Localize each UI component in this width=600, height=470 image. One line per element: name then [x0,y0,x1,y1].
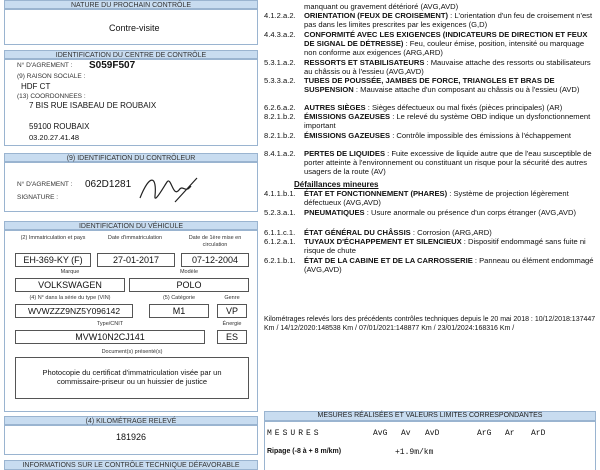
centre-agrement-label: N° D'AGREMENT : [17,62,73,69]
defaillance-title: RESSORTS ET STABILISATEURS [304,58,425,67]
documents-box [15,357,249,399]
defaillance-description: : Fuite excessive de liquide autre que de l'eau susceptible de porter atteinte à l'environnement ou constituant un risque pour la sécurité des autres usagers de la route (AV) [304,149,592,177]
kilometrage-box [4,425,258,455]
defaillance-description: : Corrosion (ARG,ARD) [410,228,492,237]
centre-address-line1: 7 BIS RUE ISABEAU DE ROUBAIX [29,101,157,110]
coordonnees-label: (13) COORDONNEES : [17,93,86,100]
ripage-label: Ripage (-8 à + 8 m/km) [267,448,342,455]
genre-label: Genre [224,295,240,301]
defaillance-text [304,76,596,94]
defaillance-description: : L'orientation d'un feu de croisement n'est pas dans les limites prescrites par les exigences (G,D) [304,11,593,30]
mesures-header: MESURES RÉALISÉES ET VALEURS LIMITES CORRESPONDANTES [264,411,596,421]
defaillance-title: TUBES DE POUSSÉE, JAMBES DE FORCE, TRIANGLES ET BRAS DE SUSPENSION [304,76,555,95]
defaillance-text [304,256,596,274]
vin-value: WVWZZZ9NZ5Y096142 [15,304,133,318]
defaillance-text [304,58,596,76]
mesures-box [264,421,596,470]
defaillance-text [304,11,596,29]
defaillance-description: : Usure anormale ou présence d'un corps étranger (AVG,AVD) [364,208,576,217]
defaillance-text [304,208,596,217]
raison-sociale-value: HDF CT [21,82,51,91]
defaillance-title: ÉTAT ET FONCTIONNEMENT (PHARES) [304,189,448,198]
date-immat-label: Date d'immatriculation [107,235,163,241]
defaillance-text [304,237,596,255]
immat-value: EH-369-KY (F) [15,253,91,267]
defaillance-text [304,228,596,237]
defaillance-description: : Mauvaise attache d'un composant au châssis ou à l'essieu (AVD) [353,85,580,95]
defaillance-description: : Contrôle impossible des émissions à l'échappement [390,131,571,140]
defaillance-text [304,2,596,11]
info-header: INFORMATIONS SUR LE CONTRÔLE TECHNIQUE DÉFAVORABLE [4,460,258,470]
defaillance-code: 8.2.1.b.2. [264,112,296,121]
defaillance-title: PNEUMATIQUES [304,208,365,217]
defaillance-code: 5.2.3.a.1. [264,208,296,217]
ripage-value: +1.9m/km [395,448,434,457]
centre-box [4,59,258,146]
defaillance-code: 8.4.1.a.2. [264,149,296,158]
right-column [264,0,596,470]
modele-value: POLO [129,278,249,292]
km-history: Kilométrages relevés lors des précédents contrôles techniques depuis le 20 mai 2018 : 10/12/2018:137447 Km / 14/12/2020:148538 Km / 07/01/2021:148877 Km / 23/01/2024:168316 Km / [264,316,596,332]
genre-value: VP [217,304,247,318]
vehicule-box [4,230,258,412]
defaillance-code: 5.3.3.a.2. [264,76,296,85]
defaillance-description: : Feu, couleur émise, position, intensité ou marquage non conforme aux exigences (ARG,ARD) [304,39,585,58]
type-label: Type/CNIT [96,321,124,327]
kilometrage-header: (4) KILOMÉTRAGE RELEVÉ [4,416,258,425]
mesures-col-av: Av [401,429,411,438]
defaillance-text [304,131,596,140]
defaillance-title: TUYAUX D'ÉCHAPPEMENT ET SILENCIEUX [304,237,462,246]
defaillance-code: 4.4.3.a.2. [264,30,296,39]
defaillance-description: : Mauvaise attache des ressorts ou stabilisateurs au châssis ou à l'essieu (AVG,AVD) [304,58,591,77]
defaillance-description: manquant ou gravement détérioré (AVG,AVD) [304,2,459,11]
defaillance-description: : Panneau ou élément endommagé (AVG,AVD) [304,256,594,275]
marque-value: VOLKSWAGEN [15,278,125,292]
mesures-col-avg: AvG [373,429,388,438]
date-circ-label: Date de 1ère mise en circulation [188,235,242,248]
defaillance-code: 6.2.6.a.2. [264,103,296,112]
controleur-box [4,162,258,212]
defaillance-title: AUTRES SIÈGES [304,103,366,112]
defaillance-title: ORIENTATION (FEUX DE CROISEMENT) [304,11,448,20]
defaillance-text [304,149,596,177]
date-circ-value: 07-12-2004 [181,253,249,267]
defaillance-code: 6.2.1.b.1. [264,256,296,265]
centre-agrement-value: S059F507 [89,60,136,71]
vin-label: (4) N° dans la série du type (VIN) [29,295,111,301]
raison-sociale-label: (9) RAISON SOCIALE : [17,73,86,80]
defaillance-description: : Système de projection légèrement défectueux (AVG,AVD) [304,189,569,208]
centre-phone: 03.20.27.41.48 [29,133,80,142]
defaillance-code: 4.1.1.b.1. [264,189,296,198]
kilometrage-value: 181926 [115,432,147,442]
defaillance-description: : Le relevé du système OBD indique un dysfonctionnement important [304,112,591,131]
defaillance-title: ÉMISSIONS GAZEUSES [304,131,391,140]
defaillance-title: PERTES DE LIQUIDES [304,149,386,158]
modele-label: Modèle [179,269,199,275]
nature-box [4,9,258,45]
defaillance-code: 8.2.1.b.2. [264,131,296,140]
type-value: MVW10N2CJ141 [15,330,205,344]
mineures-title: Défaillances mineures [294,180,379,189]
signature-label: SIGNATURE : [17,194,59,201]
nature-value: Contre-visite [109,23,160,33]
categorie-label: (5) Catégorie [162,295,196,301]
defaillance-code: 5.3.1.a.2. [264,58,296,67]
documents-value: Photocopie du certificat d'immatriculation visée par un commissaire-priseur ou un huissier de justice [42,368,222,386]
defaillance-text [304,103,596,112]
defaillance-description: : Dispositif endommagé sans fuite ni risque de chute [304,237,586,256]
defaillance-code: 6.1.2.a.1. [264,237,296,246]
controleur-header: (9) IDENTIFICATION DU CONTRÔLEUR [4,153,258,162]
mesures-col-arg: ArG [477,429,492,438]
mesures-col-ar: Ar [505,429,515,438]
categorie-value: M1 [149,304,209,318]
marque-label: Marque [60,269,80,275]
centre-address-line2: 59100 ROUBAIX [29,122,90,131]
controleur-agrement-value: 062D1281 [85,179,132,190]
mesures-title: MESURES [267,429,322,438]
left-column [4,0,258,470]
date-immat-value: 27-01-2017 [97,253,175,267]
signature-image [135,168,205,208]
defaillance-code: 6.1.1.c.1. [264,228,296,237]
defaillance-text [304,30,596,58]
immat-label: (2) Immatriculation et pays [20,235,86,241]
vehicule-header: IDENTIFICATION DU VÉHICULE [4,221,258,230]
mesures-col-ard: ArD [531,429,546,438]
defaillance-title: ÉTAT GÉNÉRAL DU CHÂSSIS [304,228,411,237]
nature-header: NATURE DU PROCHAIN CONTRÔLE [4,0,258,9]
defaillance-title: ÉTAT DE LA CABINE ET DE LA CARROSSERIE [304,256,473,265]
controleur-agrement-label: N° D'AGREMENT : [17,181,73,188]
defaillance-text [304,189,596,207]
energie-value: ES [217,330,247,344]
defaillance-description: : Sièges défectueux ou mal fixés (pièces principales) (AR) [365,103,563,112]
documents-label: Document(s) présenté(s) [101,349,163,355]
centre-header: IDENTIFICATION DU CENTRE DE CONTRÔLE [4,50,258,59]
mesures-col-avd: AvD [425,429,440,438]
defaillance-text [304,112,596,130]
defaillance-code: 4.1.2.a.2. [264,11,296,20]
energie-label: Énergie [222,321,242,327]
defaillance-title: ÉMISSIONS GAZEUSES [304,112,391,121]
defaillance-title: CONFORMITÉ AVEC LES EXIGENCES (INDICATEURS DE DIRECTION ET FEUX DE SIGNAL DE DÉTRESSE) [304,30,588,49]
